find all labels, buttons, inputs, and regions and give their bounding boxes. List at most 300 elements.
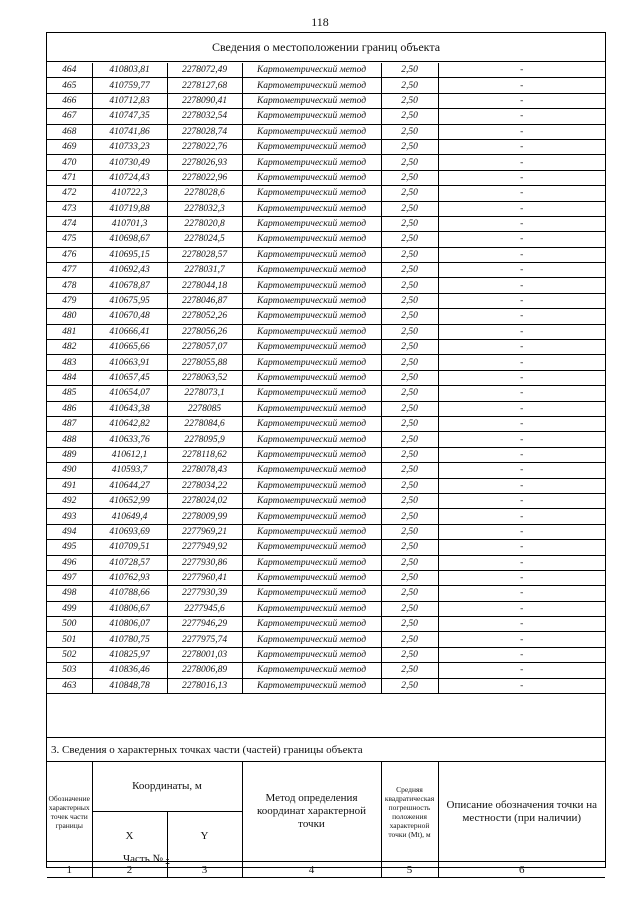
x-coordinate-cell: 410759,77 bbox=[92, 78, 167, 93]
y-coordinate-cell: 2278031,7 bbox=[167, 263, 242, 278]
description-cell: - bbox=[438, 216, 605, 231]
x-coordinate-cell: 410836,46 bbox=[92, 663, 167, 678]
x-coordinate-cell: 410719,88 bbox=[92, 201, 167, 216]
method-cell: Картометрический метод bbox=[242, 232, 381, 247]
table-row bbox=[47, 278, 605, 293]
point-number-cell: 468 bbox=[47, 124, 92, 139]
y-coordinate-cell: 2278026,93 bbox=[167, 155, 242, 170]
description-cell: - bbox=[438, 232, 605, 247]
point-number-cell: 500 bbox=[47, 617, 92, 632]
point-number-cell: 466 bbox=[47, 93, 92, 108]
method-cell: Картометрический метод bbox=[242, 78, 381, 93]
x-coordinate-cell: 410652,99 bbox=[92, 493, 167, 508]
description-cell: - bbox=[438, 493, 605, 508]
part-line bbox=[47, 851, 605, 867]
point-number-cell: 469 bbox=[47, 139, 92, 154]
point-number-cell: 477 bbox=[47, 263, 92, 278]
method-cell: Картометрический метод bbox=[242, 263, 381, 278]
table-row bbox=[47, 447, 605, 462]
x-coordinate-cell: 410670,48 bbox=[92, 309, 167, 324]
precision-cell: 2,50 bbox=[381, 324, 438, 339]
description-cell: - bbox=[438, 401, 605, 416]
description-cell: - bbox=[438, 509, 605, 524]
x-coordinate-cell: 410701,3 bbox=[92, 216, 167, 231]
table-row bbox=[47, 247, 605, 262]
table-row bbox=[47, 647, 605, 662]
y-coordinate-cell: 2278090,41 bbox=[167, 93, 242, 108]
y-coordinate-cell: 2278016,13 bbox=[167, 678, 242, 693]
x-coordinate-cell: 410806,07 bbox=[92, 617, 167, 632]
precision-cell: 2,50 bbox=[381, 432, 438, 447]
x-coordinate-cell: 410709,51 bbox=[92, 540, 167, 555]
description-cell: - bbox=[438, 586, 605, 601]
point-number-cell: 471 bbox=[47, 170, 92, 185]
method-cell: Картометрический метод bbox=[242, 324, 381, 339]
table-row bbox=[47, 109, 605, 124]
precision-cell: 2,50 bbox=[381, 78, 438, 93]
x-coordinate-cell: 410728,57 bbox=[92, 555, 167, 570]
point-number-cell: 491 bbox=[47, 478, 92, 493]
y-coordinate-cell: 2277949,92 bbox=[167, 540, 242, 555]
x-coordinate-cell: 410712,83 bbox=[92, 93, 167, 108]
description-cell: - bbox=[438, 678, 605, 693]
x-coordinate-cell: 410675,95 bbox=[92, 293, 167, 308]
point-number-cell: 485 bbox=[47, 386, 92, 401]
method-cell: Картометрический метод bbox=[242, 570, 381, 585]
precision-cell: 2,50 bbox=[381, 155, 438, 170]
method-cell: Картометрический метод bbox=[242, 617, 381, 632]
point-number-cell: 493 bbox=[47, 509, 92, 524]
method-cell: Картометрический метод bbox=[242, 432, 381, 447]
y-coordinate-cell: 2277969,21 bbox=[167, 524, 242, 539]
precision-cell: 2,50 bbox=[381, 540, 438, 555]
x-coordinate-cell: 410678,87 bbox=[92, 278, 167, 293]
y-coordinate-cell: 2277960,41 bbox=[167, 570, 242, 585]
x-coordinate-cell: 410612,1 bbox=[92, 447, 167, 462]
precision-cell: 2,50 bbox=[381, 109, 438, 124]
table-row bbox=[47, 617, 605, 632]
x-coordinate-cell: 410665,66 bbox=[92, 340, 167, 355]
point-number-cell: 464 bbox=[47, 63, 92, 78]
table-row bbox=[47, 632, 605, 647]
description-cell: - bbox=[438, 201, 605, 216]
precision-cell: 2,50 bbox=[381, 186, 438, 201]
table-row bbox=[47, 678, 605, 693]
x-coordinate-cell: 410642,82 bbox=[92, 416, 167, 431]
x-coordinate-cell: 410657,45 bbox=[92, 370, 167, 385]
method-cell: Картометрический метод bbox=[242, 370, 381, 385]
description-cell: - bbox=[438, 63, 605, 78]
method-cell: Картометрический метод bbox=[242, 201, 381, 216]
x-coordinate-cell: 410741,86 bbox=[92, 124, 167, 139]
description-cell: - bbox=[438, 386, 605, 401]
description-cell: - bbox=[438, 416, 605, 431]
point-number-cell: 486 bbox=[47, 401, 92, 416]
x-coordinate-cell: 410593,7 bbox=[92, 463, 167, 478]
method-cell: Картометрический метод bbox=[242, 386, 381, 401]
method-cell: Картометрический метод bbox=[242, 93, 381, 108]
description-cell: - bbox=[438, 139, 605, 154]
x-coordinate-cell: 410780,75 bbox=[92, 632, 167, 647]
description-cell: - bbox=[438, 247, 605, 262]
y-coordinate-cell: 2278028,6 bbox=[167, 186, 242, 201]
point-number-cell: 476 bbox=[47, 247, 92, 262]
precision-cell: 2,50 bbox=[381, 463, 438, 478]
method-cell: Картометрический метод bbox=[242, 293, 381, 308]
y-coordinate-cell: 2278055,88 bbox=[167, 355, 242, 370]
description-cell: - bbox=[438, 263, 605, 278]
table-row bbox=[47, 78, 605, 93]
header-coordinates: Координаты, м bbox=[92, 762, 242, 812]
column-number: 2 bbox=[92, 862, 167, 878]
point-number-cell: 478 bbox=[47, 278, 92, 293]
precision-cell: 2,50 bbox=[381, 139, 438, 154]
x-coordinate-cell: 410722,3 bbox=[92, 186, 167, 201]
table-row bbox=[47, 509, 605, 524]
precision-cell: 2,50 bbox=[381, 370, 438, 385]
point-number-cell: 503 bbox=[47, 663, 92, 678]
table-row bbox=[47, 478, 605, 493]
description-cell: - bbox=[438, 293, 605, 308]
part-number-label bbox=[123, 853, 169, 865]
point-number-cell: 490 bbox=[47, 463, 92, 478]
y-coordinate-cell: 2278085 bbox=[167, 401, 242, 416]
table-row bbox=[47, 416, 605, 431]
method-cell: Картометрический метод bbox=[242, 109, 381, 124]
description-cell: - bbox=[438, 93, 605, 108]
description-cell: - bbox=[438, 155, 605, 170]
method-cell: Картометрический метод bbox=[242, 678, 381, 693]
precision-cell: 2,50 bbox=[381, 293, 438, 308]
method-cell: Картометрический метод bbox=[242, 401, 381, 416]
point-number-cell: 498 bbox=[47, 586, 92, 601]
table-row bbox=[47, 432, 605, 447]
x-coordinate-cell: 410649,4 bbox=[92, 509, 167, 524]
page-number: 118 bbox=[311, 15, 329, 29]
x-coordinate-cell: 410695,15 bbox=[92, 247, 167, 262]
x-coordinate-cell: 410806,67 bbox=[92, 601, 167, 616]
method-cell: Картометрический метод bbox=[242, 309, 381, 324]
method-cell: Картометрический метод bbox=[242, 524, 381, 539]
description-cell: - bbox=[438, 309, 605, 324]
point-number-cell: 480 bbox=[47, 309, 92, 324]
y-coordinate-cell: 2278127,68 bbox=[167, 78, 242, 93]
description-cell: - bbox=[438, 463, 605, 478]
y-coordinate-cell: 2277946,29 bbox=[167, 617, 242, 632]
precision-cell: 2,50 bbox=[381, 478, 438, 493]
description-cell: - bbox=[438, 447, 605, 462]
method-cell: Картометрический метод bbox=[242, 586, 381, 601]
method-cell: Картометрический метод bbox=[242, 216, 381, 231]
point-number-cell: 484 bbox=[47, 370, 92, 385]
method-cell: Картометрический метод bbox=[242, 139, 381, 154]
x-coordinate-cell: 410747,35 bbox=[92, 109, 167, 124]
x-coordinate-cell: 410693,69 bbox=[92, 524, 167, 539]
table-row bbox=[47, 155, 605, 170]
precision-cell: 2,50 bbox=[381, 278, 438, 293]
y-coordinate-cell: 2278095,9 bbox=[167, 432, 242, 447]
precision-cell: 2,50 bbox=[381, 678, 438, 693]
column-number: 1 bbox=[47, 862, 92, 878]
x-coordinate-cell: 410692,43 bbox=[92, 263, 167, 278]
precision-cell: 2,50 bbox=[381, 386, 438, 401]
precision-cell: 2,50 bbox=[381, 617, 438, 632]
y-coordinate-cell: 2278072,49 bbox=[167, 63, 242, 78]
y-coordinate-cell: 2278078,43 bbox=[167, 463, 242, 478]
y-coordinate-cell: 2278028,57 bbox=[167, 247, 242, 262]
part-number-value: - bbox=[165, 853, 170, 865]
precision-cell: 2,50 bbox=[381, 447, 438, 462]
method-cell: Картометрический метод bbox=[242, 601, 381, 616]
x-coordinate-cell: 410698,67 bbox=[92, 232, 167, 247]
table-row bbox=[47, 586, 605, 601]
precision-cell: 2,50 bbox=[381, 340, 438, 355]
precision-cell: 2,50 bbox=[381, 63, 438, 78]
y-coordinate-cell: 2278073,1 bbox=[167, 386, 242, 401]
description-cell: - bbox=[438, 370, 605, 385]
table-row bbox=[47, 63, 605, 78]
header-x: X bbox=[92, 812, 167, 862]
table-row bbox=[47, 524, 605, 539]
x-coordinate-cell: 410733,23 bbox=[92, 139, 167, 154]
table-row bbox=[47, 324, 605, 339]
method-cell: Картометрический метод bbox=[242, 340, 381, 355]
precision-cell: 2,50 bbox=[381, 124, 438, 139]
y-coordinate-cell: 2278001,03 bbox=[167, 647, 242, 662]
method-cell: Картометрический метод bbox=[242, 63, 381, 78]
description-cell: - bbox=[438, 124, 605, 139]
header-description: Описание обозначения точки на местности (при наличии) bbox=[438, 762, 605, 862]
point-number-cell: 465 bbox=[47, 78, 92, 93]
point-number-cell: 472 bbox=[47, 186, 92, 201]
y-coordinate-cell: 2278084,6 bbox=[167, 416, 242, 431]
x-coordinate-cell: 410730,49 bbox=[92, 155, 167, 170]
method-cell: Картометрический метод bbox=[242, 278, 381, 293]
description-cell: - bbox=[438, 186, 605, 201]
y-coordinate-cell: 2278006,89 bbox=[167, 663, 242, 678]
x-coordinate-cell: 410724,43 bbox=[92, 170, 167, 185]
point-number-cell: 475 bbox=[47, 232, 92, 247]
description-cell: - bbox=[438, 324, 605, 339]
y-coordinate-cell: 2277930,86 bbox=[167, 555, 242, 570]
y-coordinate-cell: 2278028,74 bbox=[167, 124, 242, 139]
table-row bbox=[47, 386, 605, 401]
table-row bbox=[47, 139, 605, 154]
description-cell: - bbox=[438, 570, 605, 585]
table-row bbox=[47, 263, 605, 278]
x-coordinate-cell: 410825,97 bbox=[92, 647, 167, 662]
y-coordinate-cell: 2278118,62 bbox=[167, 447, 242, 462]
table-row bbox=[47, 201, 605, 216]
table-row bbox=[47, 601, 605, 616]
precision-cell: 2,50 bbox=[381, 632, 438, 647]
point-number-cell: 483 bbox=[47, 355, 92, 370]
point-number-cell: 501 bbox=[47, 632, 92, 647]
table-row bbox=[47, 309, 605, 324]
table-row bbox=[47, 186, 605, 201]
y-coordinate-cell: 2278024,02 bbox=[167, 493, 242, 508]
y-coordinate-cell: 2278052,26 bbox=[167, 309, 242, 324]
method-cell: Картометрический метод bbox=[242, 247, 381, 262]
precision-cell: 2,50 bbox=[381, 170, 438, 185]
method-cell: Картометрический метод bbox=[242, 416, 381, 431]
method-cell: Картометрический метод bbox=[242, 555, 381, 570]
y-coordinate-cell: 2278034,22 bbox=[167, 478, 242, 493]
x-coordinate-cell: 410643,38 bbox=[92, 401, 167, 416]
column-number: 5 bbox=[381, 862, 438, 878]
description-cell: - bbox=[438, 109, 605, 124]
point-number-cell: 499 bbox=[47, 601, 92, 616]
x-coordinate-cell: 410848,78 bbox=[92, 678, 167, 693]
y-coordinate-cell: 2278022,76 bbox=[167, 139, 242, 154]
precision-cell: 2,50 bbox=[381, 586, 438, 601]
precision-cell: 2,50 bbox=[381, 309, 438, 324]
table-row bbox=[47, 355, 605, 370]
method-cell: Картометрический метод bbox=[242, 186, 381, 201]
section3-heading: 3. Сведения о характерных точках части (частей) границы объекта bbox=[47, 737, 605, 761]
precision-cell: 2,50 bbox=[381, 263, 438, 278]
method-cell: Картометрический метод bbox=[242, 632, 381, 647]
precision-cell: 2,50 bbox=[381, 401, 438, 416]
x-coordinate-cell: 410803,81 bbox=[92, 63, 167, 78]
x-coordinate-cell: 410666,41 bbox=[92, 324, 167, 339]
method-cell: Картометрический метод bbox=[242, 493, 381, 508]
point-number-cell: 467 bbox=[47, 109, 92, 124]
header-y: Y bbox=[167, 812, 242, 862]
method-cell: Картометрический метод bbox=[242, 647, 381, 662]
method-cell: Картометрический метод bbox=[242, 355, 381, 370]
point-number-cell: 481 bbox=[47, 324, 92, 339]
table-title: Сведения о местоположении границ объекта bbox=[47, 33, 605, 62]
x-coordinate-cell: 410644,27 bbox=[92, 478, 167, 493]
y-coordinate-cell: 2278056,26 bbox=[167, 324, 242, 339]
table-row bbox=[47, 463, 605, 478]
precision-cell: 2,50 bbox=[381, 93, 438, 108]
table-row bbox=[47, 340, 605, 355]
method-cell: Картометрический метод bbox=[242, 540, 381, 555]
precision-cell: 2,50 bbox=[381, 216, 438, 231]
column-number: 3 bbox=[167, 862, 242, 878]
method-cell: Картометрический метод bbox=[242, 124, 381, 139]
method-cell: Картометрический метод bbox=[242, 663, 381, 678]
table-row bbox=[47, 570, 605, 585]
point-number-cell: 494 bbox=[47, 524, 92, 539]
header-point-designation: Обозначение характерных точек части границы bbox=[47, 762, 92, 862]
precision-cell: 2,50 bbox=[381, 601, 438, 616]
point-number-cell: 488 bbox=[47, 432, 92, 447]
part-label-text: Часть № bbox=[123, 853, 163, 865]
description-cell: - bbox=[438, 601, 605, 616]
precision-cell: 2,50 bbox=[381, 232, 438, 247]
method-cell: Картометрический метод bbox=[242, 447, 381, 462]
table-row bbox=[47, 124, 605, 139]
y-coordinate-cell: 2278020,8 bbox=[167, 216, 242, 231]
description-cell: - bbox=[438, 617, 605, 632]
precision-cell: 2,50 bbox=[381, 247, 438, 262]
description-cell: - bbox=[438, 540, 605, 555]
point-number-cell: 463 bbox=[47, 678, 92, 693]
method-cell: Картометрический метод bbox=[242, 170, 381, 185]
table-row bbox=[47, 401, 605, 416]
table-row bbox=[47, 170, 605, 185]
y-coordinate-cell: 2277975,74 bbox=[167, 632, 242, 647]
table-row bbox=[47, 555, 605, 570]
y-coordinate-cell: 2278044,18 bbox=[167, 278, 242, 293]
y-coordinate-cell: 2277945,6 bbox=[167, 601, 242, 616]
y-coordinate-cell: 2278057,07 bbox=[167, 340, 242, 355]
description-cell: - bbox=[438, 647, 605, 662]
x-coordinate-cell: 410654,07 bbox=[92, 386, 167, 401]
header-precision: Средняя квадратическая погрешность положения характерной точки (Мt), м bbox=[381, 762, 438, 862]
precision-cell: 2,50 bbox=[381, 647, 438, 662]
y-coordinate-cell: 2278032,54 bbox=[167, 109, 242, 124]
x-coordinate-cell: 410663,91 bbox=[92, 355, 167, 370]
x-coordinate-cell: 410788,66 bbox=[92, 586, 167, 601]
precision-cell: 2,50 bbox=[381, 570, 438, 585]
y-coordinate-cell: 2278022,96 bbox=[167, 170, 242, 185]
document-sheet bbox=[46, 32, 606, 876]
point-number-cell: 502 bbox=[47, 647, 92, 662]
table-row bbox=[47, 216, 605, 231]
point-number-cell: 474 bbox=[47, 216, 92, 231]
x-coordinate-cell: 410762,93 bbox=[92, 570, 167, 585]
y-coordinate-cell: 2278046,87 bbox=[167, 293, 242, 308]
table-row bbox=[47, 540, 605, 555]
description-cell: - bbox=[438, 555, 605, 570]
column-number: 6 bbox=[438, 862, 605, 878]
precision-cell: 2,50 bbox=[381, 555, 438, 570]
y-coordinate-cell: 2278009,99 bbox=[167, 509, 242, 524]
description-cell: - bbox=[438, 170, 605, 185]
precision-cell: 2,50 bbox=[381, 524, 438, 539]
table-row bbox=[47, 493, 605, 508]
table-row bbox=[47, 232, 605, 247]
table-row bbox=[47, 370, 605, 385]
precision-cell: 2,50 bbox=[381, 509, 438, 524]
table-row bbox=[47, 93, 605, 108]
point-number-cell: 487 bbox=[47, 416, 92, 431]
coordinates-table bbox=[47, 63, 605, 694]
point-number-cell: 470 bbox=[47, 155, 92, 170]
point-number-cell: 492 bbox=[47, 493, 92, 508]
point-number-cell: 497 bbox=[47, 570, 92, 585]
y-coordinate-cell: 2277930,39 bbox=[167, 586, 242, 601]
point-number-cell: 496 bbox=[47, 555, 92, 570]
method-cell: Картометрический метод bbox=[242, 155, 381, 170]
precision-cell: 2,50 bbox=[381, 663, 438, 678]
y-coordinate-cell: 2278032,3 bbox=[167, 201, 242, 216]
precision-cell: 2,50 bbox=[381, 493, 438, 508]
method-cell: Картометрический метод bbox=[242, 478, 381, 493]
precision-cell: 2,50 bbox=[381, 201, 438, 216]
description-cell: - bbox=[438, 632, 605, 647]
y-coordinate-cell: 2278024,5 bbox=[167, 232, 242, 247]
precision-cell: 2,50 bbox=[381, 355, 438, 370]
point-number-cell: 479 bbox=[47, 293, 92, 308]
x-coordinate-cell: 410633,76 bbox=[92, 432, 167, 447]
description-cell: - bbox=[438, 355, 605, 370]
header-method: Метод определения координат характерной точки bbox=[242, 762, 381, 862]
table-row bbox=[47, 293, 605, 308]
point-number-cell: 482 bbox=[47, 340, 92, 355]
description-cell: - bbox=[438, 432, 605, 447]
description-cell: - bbox=[438, 278, 605, 293]
description-cell: - bbox=[438, 524, 605, 539]
point-number-cell: 489 bbox=[47, 447, 92, 462]
precision-cell: 2,50 bbox=[381, 416, 438, 431]
column-number: 4 bbox=[242, 862, 381, 878]
description-cell: - bbox=[438, 478, 605, 493]
